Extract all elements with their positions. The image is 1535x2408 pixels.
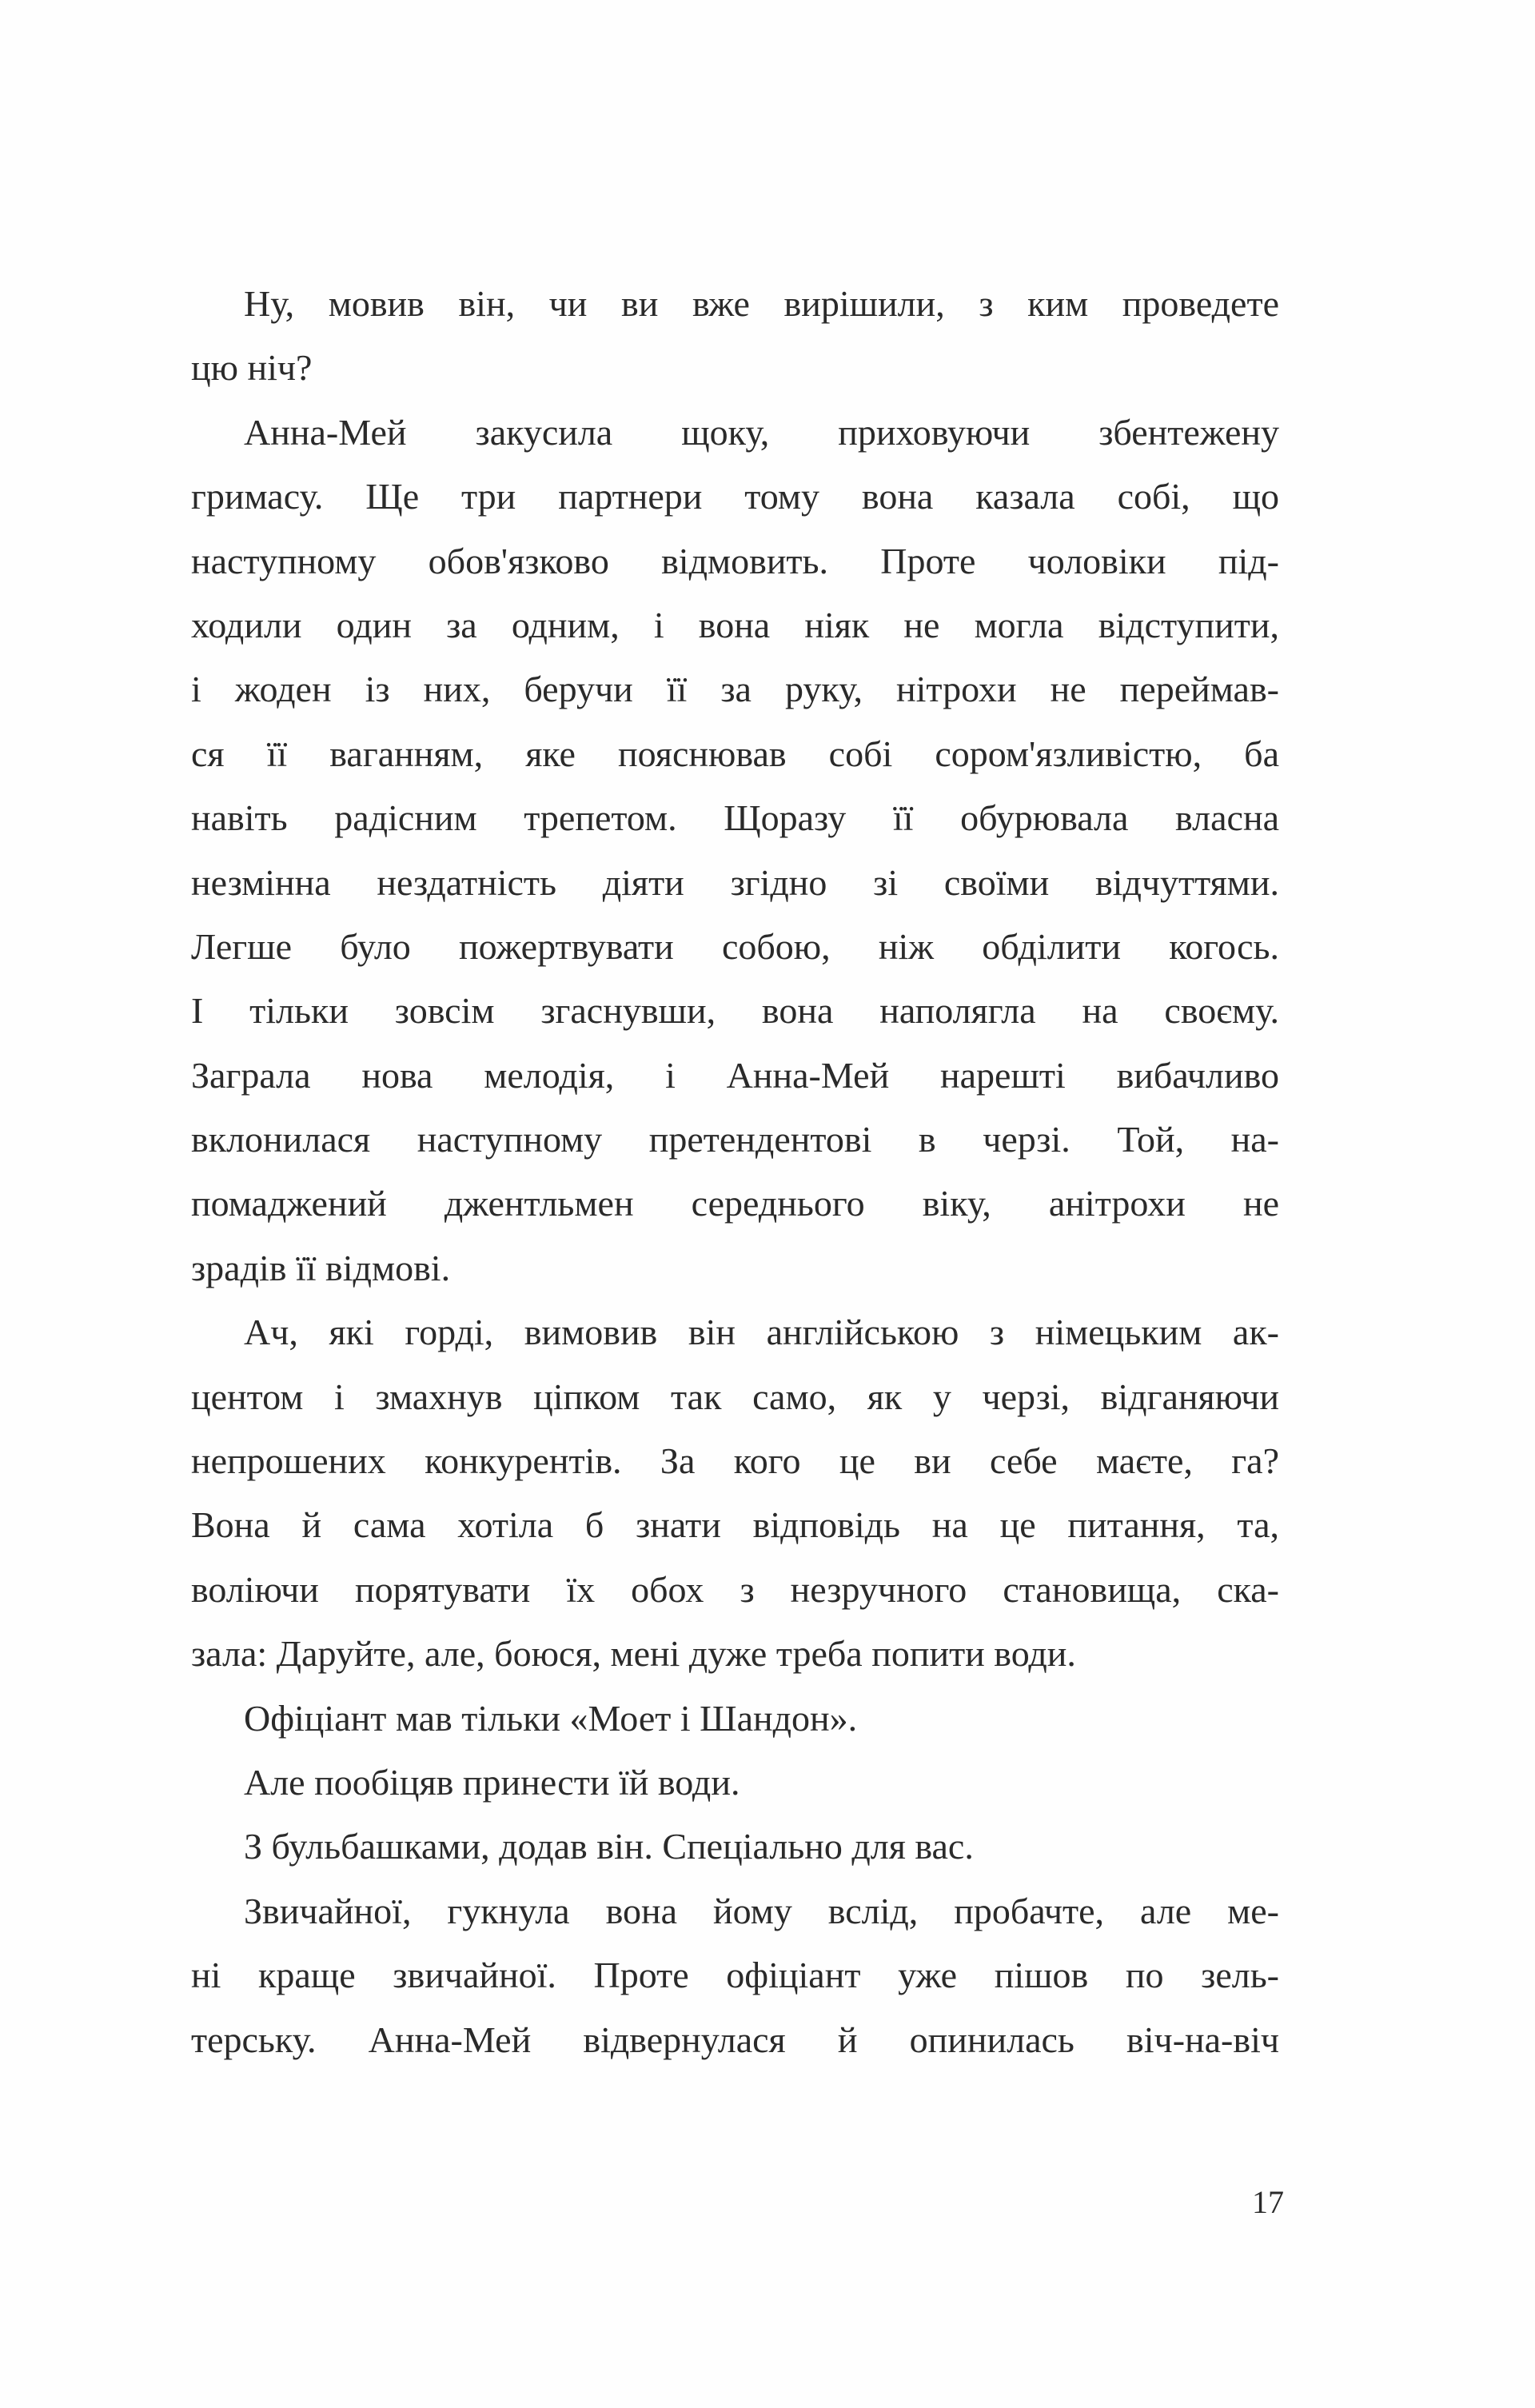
text-line: зрадів її відмові. [191,1247,451,1288]
text-line: незмінна нездатність діяти згідно зі своїми відчуттями. [191,861,1279,903]
text-line: наступному обов'язково відмовить. Проте чоловіки під- [191,540,1279,581]
text-line: гримасу. Ще три партнери тому вона казала собі, що [191,476,1279,517]
text-line: центом і змахнув ціпком так само, як у черзі, відганяючи [191,1376,1279,1417]
body-text [191,272,1279,2072]
text-line: ні краще звичайної. Проте офіціант уже пішов по зель- [191,1955,1279,1996]
text-line: терську. Анна-Мей відвернулася й опинилась віч-на-віч [191,2019,1279,2060]
text-line: і жоден із них, беручи її за руку, нітрохи не переймав- [191,669,1279,710]
text-line: Вона й сама хотіла б знати відповідь на це питання, та, [191,1504,1279,1546]
text-line: зала: Даруйте, але, боюся, мені дуже треба попити води. [191,1633,1076,1675]
text-line: Ач, які горді, вимовив він англійською з німецьким ак- [244,1312,1279,1353]
text-line: Легше було пожертвувати собою, ніж обділити когось. [191,925,1279,967]
text-line: Заграла нова мелодія, і Анна-Мей нарешті вибачливо [191,1054,1279,1096]
text-line: Офіціант мав тільки «Моет і Шандон». [244,1697,858,1739]
text-line: непрошених конкурентів. За кого це ви себе маєте, га? [191,1440,1279,1482]
text-line: І тільки зовсім згаснувши, вона наполягла на своєму. [191,990,1279,1032]
text-line: Але пообіцяв принести їй води. [244,1761,740,1803]
text-line: воліючи порятувати їх обох з незручного становища, ска- [191,1568,1279,1610]
text-line: вклонилася наступному претендентові в черзі. Той, на- [191,1119,1279,1160]
text-line: цю ніч? [191,347,313,389]
text-line: помаджений джентльмен середнього віку, анітрохи не [191,1183,1279,1224]
text-line: Звичайної, гукнула вона йому вслід, пробачте, але ме- [244,1890,1279,1931]
text-line: навіть радісним трепетом. Щоразу її обурювала власна [191,797,1279,839]
page-number: 17 [1252,2184,1284,2220]
text-line: З бульбашками, додав він. Спеціально для вас. [244,1826,974,1867]
text-line: Ну, мовив він, чи ви вже вирішили, з ким проведете [244,283,1279,324]
text-line: ся її ваганням, яке пояснював собі сором'язливістю, ба [191,733,1279,774]
text-line: ходили один за одним, і вона ніяк не могла відступити, [191,604,1279,645]
text-line: Анна-Мей закусила щоку, приховуючи збентежену [244,411,1279,453]
